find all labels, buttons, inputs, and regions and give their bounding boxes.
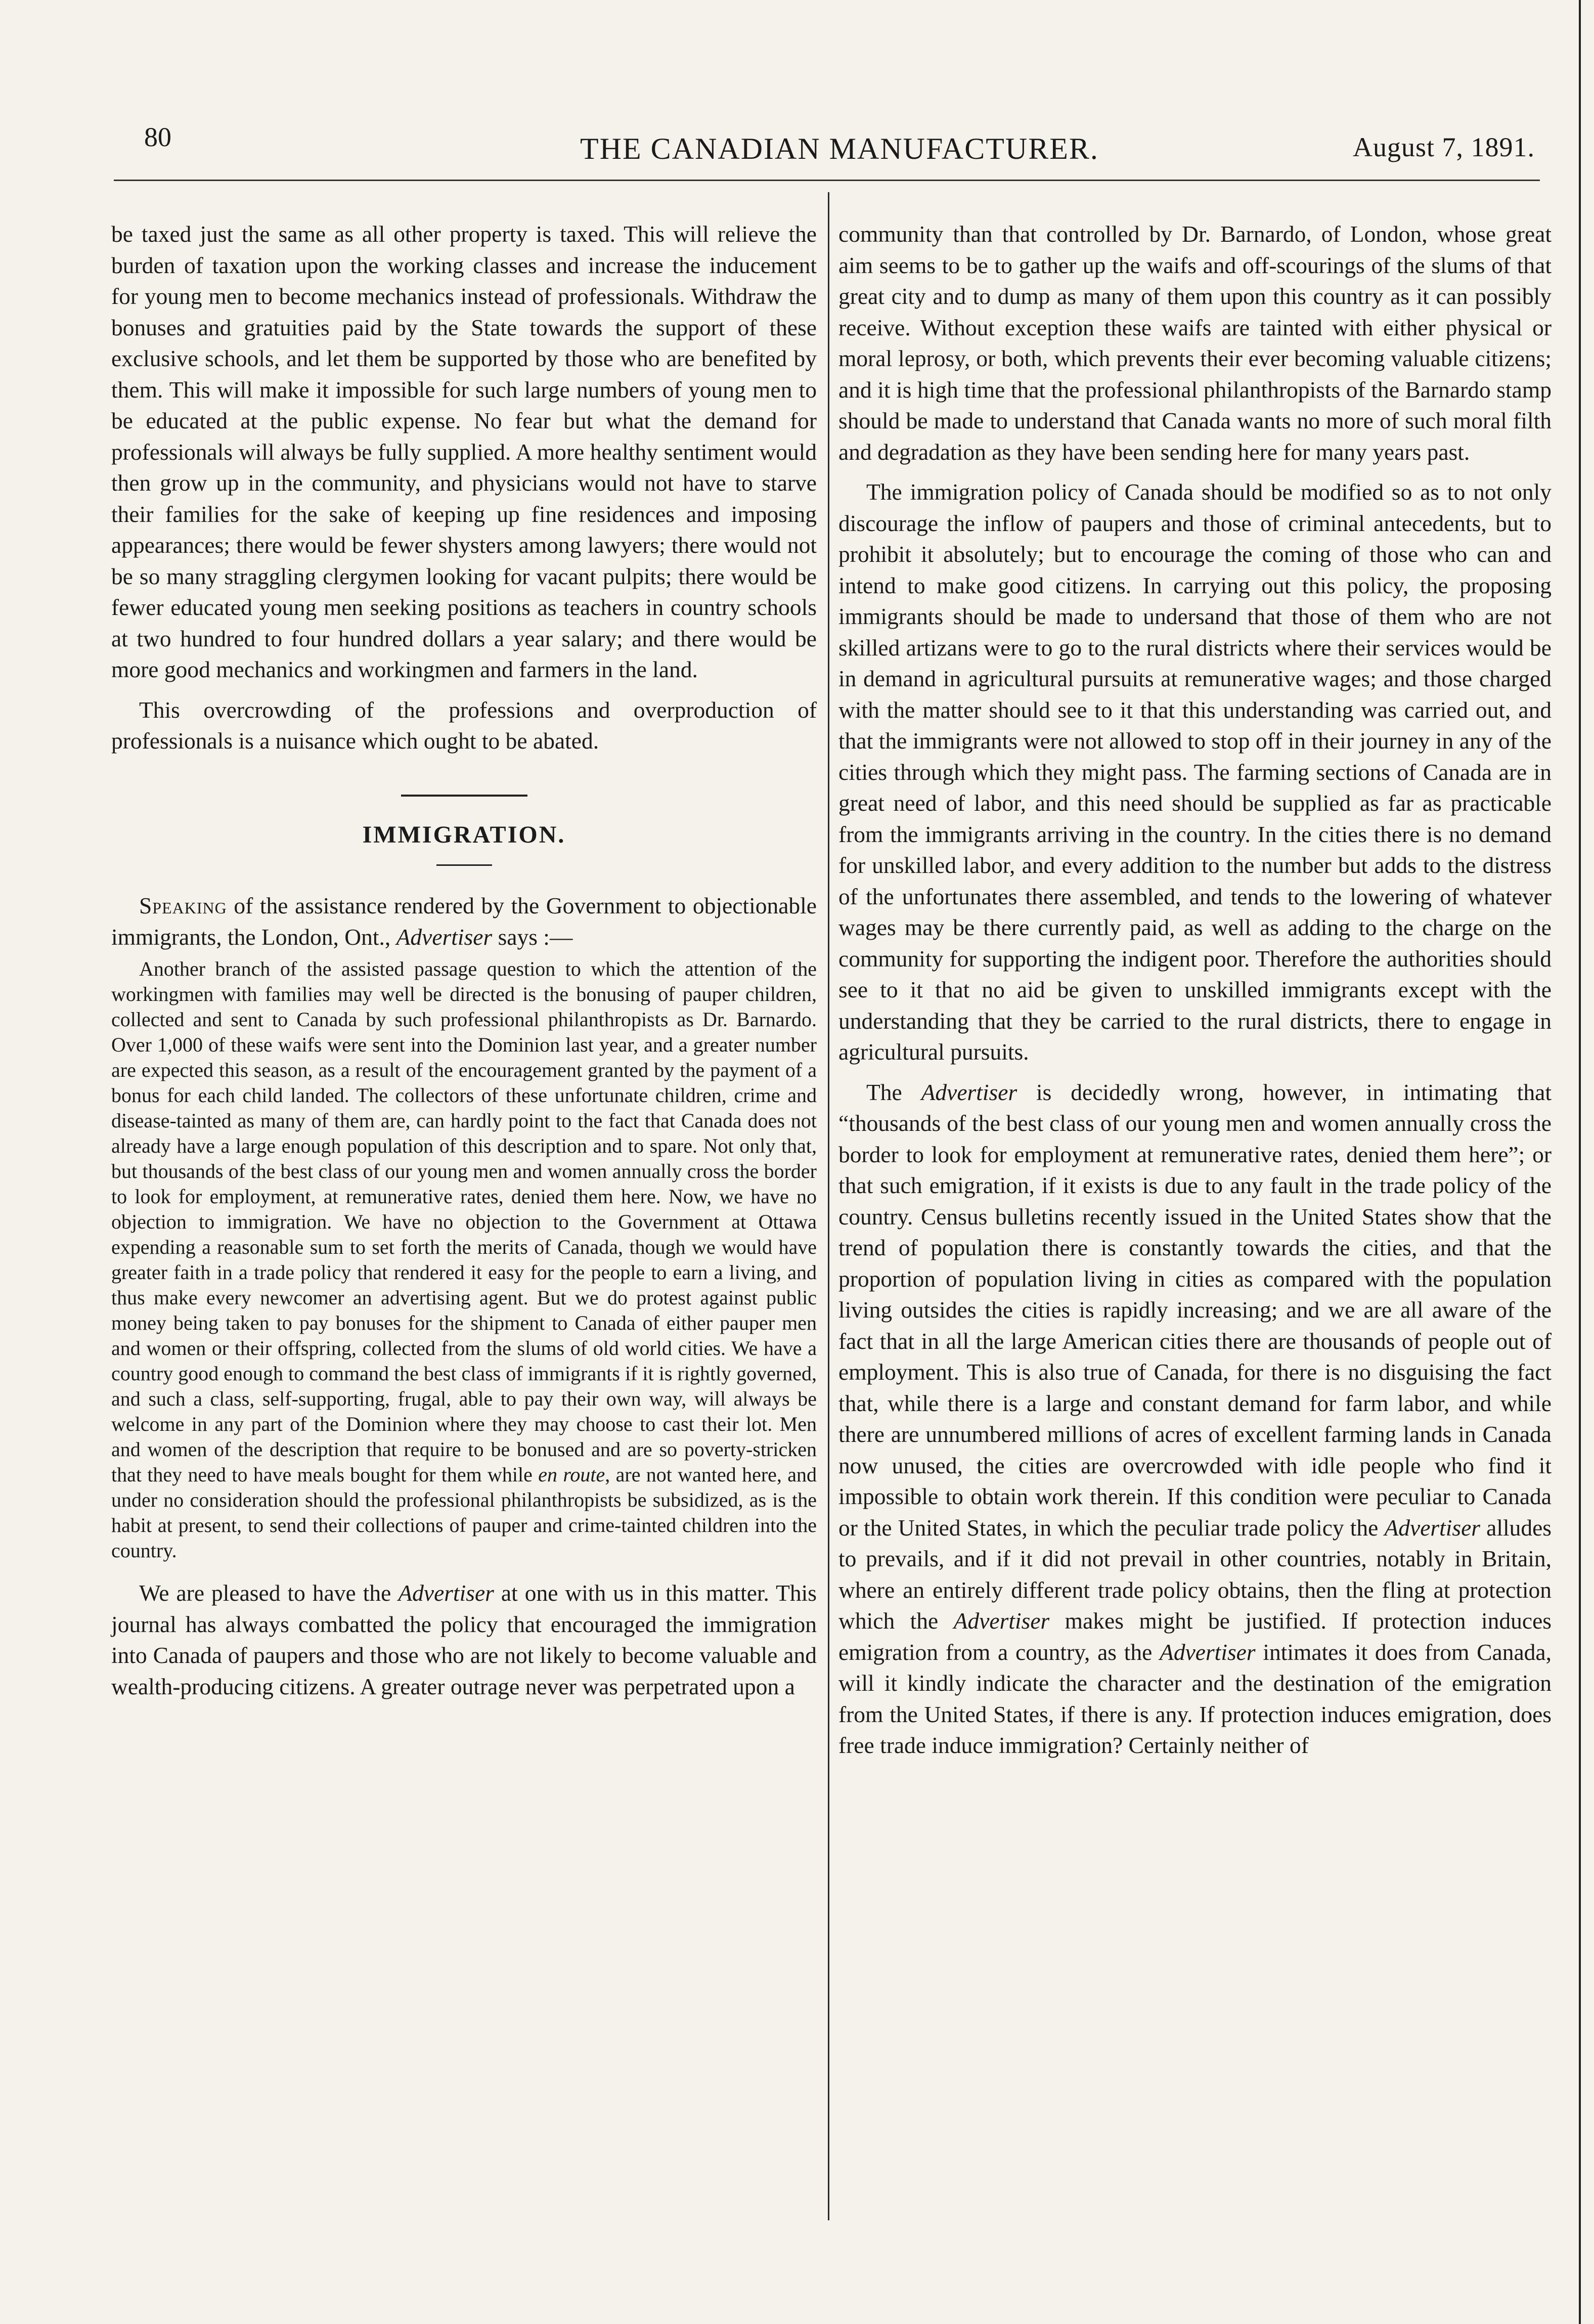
- header-rule: [114, 180, 1540, 181]
- advertiser-text-e: intimates it does from Canada, will it kindly indicate the character and the destination of the emigration from the United States, if there is any. If protection induces emigration, does free trade induce immigration? Certainly neither of: [838, 1639, 1552, 1758]
- quote-text-b: , are not wanted here, and under no consideration should the professional philanthropists be subsidized, as is the habit at present, to send their collections of pauper and crime-tainted children into the country.: [111, 1463, 817, 1562]
- quote-italic: en route: [538, 1463, 605, 1486]
- right-column: [838, 218, 1552, 1761]
- title-rule: [436, 864, 492, 866]
- paragraph-response: [111, 1577, 817, 1702]
- paper-name-4: Advertiser: [1160, 1639, 1256, 1665]
- section-separator: [401, 795, 527, 797]
- paragraph-continued-right: community than that controlled by Dr. Barnardo, of London, whose great aim seems to be to gather up the waifs and off-scourings of the slums of that great city and to dump as many of them upon this country as it can possibly receive. Without exception these waifs are tainted with either physical or moral leprosy, or both, which prevents their ever becoming valuable citizens; and it is high time that the professional philanthropists of the Barnardo stamp should be made to understand that Canada wants no more of such moral filth and degradation as they have been sending here for many years past.: [838, 221, 1552, 465]
- issue-date: August 7, 1891.: [1352, 132, 1535, 162]
- paper-name-3: Advertiser: [953, 1608, 1050, 1634]
- response-text-b: at one with us in this matter. This journal has always combatted the policy that encouraged the immigration into Canada of paupers and those who are not likely to become valuable and wealth-producing citizens. A greater outrage never was perpetrated upon a: [111, 1580, 817, 1699]
- advertiser-text-c: alludes to prevails, and if it did not prevail in other countries, notably in Britain, where an entirely different trade policy obtains, then the fling at protection which the: [838, 1514, 1552, 1634]
- publication-title: THE CANADIAN MANUFACTURER.: [580, 132, 1099, 165]
- page-number: 80: [144, 122, 171, 152]
- intro-text-a: of the assistance rendered by the Government to objectionable immigrants, the London, Ont.,: [111, 893, 817, 950]
- advertiser-text-b: is decidedly wrong, however, in intimating that “thousands of the best class of our young men and women annually cross the border to look for employment at remunerative rates, denied them here”; or that such emigration, if it exists is due to any fault in the trade policy of the country. Census bulletins recently issued in the United States show that the trend of population there is constantly towards the cities, and that the proportion of population living in cities as compared with the population living outsides the cities is rapidly increasing; and we are all aware of the fact that in all the large American cities there are thousands of people out of employment. This is also true of Canada, for there is no disguising the fact that, while there is a large and constant demand for farm labor, and while there are unnumbered millions of acres of excellent farming lands in Canada now unused, the cities are overcrowded with idle people who find it impossible to obtain work therein. If this condition were peculiar to Canada or the United States, in which the peculiar trade policy the: [838, 1079, 1552, 1541]
- quoted-extract: [111, 956, 817, 1563]
- intro-lead: Speaking: [139, 893, 227, 918]
- paragraph-intro: [111, 890, 817, 952]
- paragraph-advertiser: [838, 1077, 1552, 1761]
- intro-paper-name: Advertiser: [396, 924, 493, 950]
- page-header: [144, 121, 1535, 172]
- paragraph-policy: The immigration policy of Canada should be modified so as to not only discourage the inflow of paupers and those of criminal antecedents, but to prohibit it absolutely; but to encourage the coming of those who can and intend to make good citizens. In carrying out this policy, the proposing immigrants should be made to undersand that those of them who are not skilled artizans were to go to the rural districts where their services would be in demand in agricultural pursuits at remunerative wages; and those charged with the matter should see to it that this understanding was carried out, and that the immigrants were not allowed to stop off in their journey in any of the cities through which they might pass. The farming sections of Canada are in great need of labor, and this need should be supplied as far as practicable from the immigrants arriving in the country. In the cities there is no demand for unskilled labor, and every addition to the number but adds to the distress of the unfortunates there assembled, and tends to the lowering of whatever wages may be there currently paid, as well as adding to the charge on the community for supporting the indigent poor. Therefore the authorities should see to it that no aid be given to unskilled immigrants except with the understanding that they be carried to the rural districts, there to engage in agricultural pursuits.: [838, 479, 1552, 1065]
- advertiser-text-d: makes might be justified. If protection induces emigration from a country, as the: [838, 1608, 1552, 1665]
- paragraph-overcrowding: This overcrowding of the professions and overproduction of professionals is a nuisance which ought to be abated.: [111, 696, 817, 754]
- left-column: [111, 218, 817, 1702]
- response-text-a: We are pleased to have the: [139, 1580, 398, 1606]
- page-edge: [1579, 0, 1581, 2324]
- paper-name-1: Advertiser: [921, 1079, 1017, 1105]
- section-title: IMMIGRATION.: [362, 821, 566, 848]
- intro-text-b: says :—: [492, 924, 573, 950]
- paper-name-2: Advertiser: [1384, 1514, 1481, 1541]
- paragraph-continued: be taxed just the same as all other property is taxed. This will relieve the burden of taxation upon the working classes and increase the inducement for young men to become mechanics instead of professionals. Withdraw the bonuses and gratuities paid by the State towards the support of these exclusive schools, and let them be supported by those who are benefited by them. This will make it impossible for such large numbers of young men to be educated at the public expense. No fear but what the demand for professionals will always be fully supplied. A more healthy sentiment would then grow up in the community, and physicians would not have to starve their families for the sake of keeping up fine residences and imposing appearances; there would be fewer shysters among lawyers; there would not be so many straggling clergymen looking for vacant pulpits; there would be fewer educated young men seeking positions as teachers in country schools at two hundred to four hundred dollars a year salary; and there would be more good mechanics and workingmen and farmers in the land.: [111, 221, 817, 682]
- column-divider: [828, 192, 829, 2220]
- response-paper-name: Advertiser: [398, 1580, 494, 1606]
- advertiser-text-a: The: [866, 1079, 921, 1105]
- quote-text-a: Another branch of the assisted passage question to which the attention of the workingmen with families may well be directed is the bonusing of pauper children, collected and sent to Canada by such professional philanthropists as Dr. Barnardo. Over 1,000 of these waifs were sent into the Dominion last year, and a greater number are expected this season, as a result of the encouragement granted by the payment of a bonus for each child landed. The collectors of these unfortunate children, crime and disease-tainted as many of them are, can hardly point to the fact that Canada does not already have a large enough population of this description and to spare. Not only that, but thousands of the best class of our young men and women annually cross the border to look for employment, at remunerative rates, denied them here. Now, we have no objection to immigration. We have no objection to the Government at Ottawa expending a reasonable sum to set forth the merits of Canada, though we would have greater faith in a trade policy that rendered it easy for the people to earn a living, and thus make every newcomer an advertising agent. But we do protest against public money being taken to pay bonuses for the shipment to Canada of either pauper men and women or their offspring, collected from the slums of old world cities. We have a country good enough to command the best class of immigrants if it is rightly governed, and such a class, self-supporting, frugal, able to pay their own way, will always be welcome in any part of the Dominion where they may choose to cast their lot. Men and women of the description that require to be bonused and are so poverty-stricken that they need to have meals bought for them while: [111, 957, 817, 1486]
